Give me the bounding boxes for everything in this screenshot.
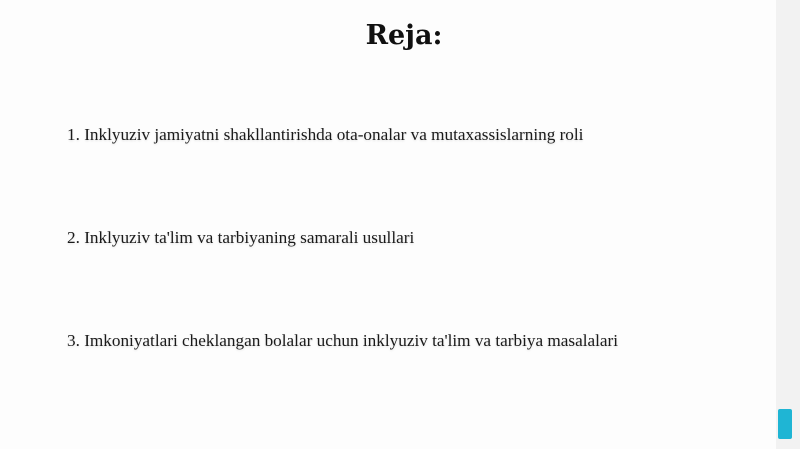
plan-item-3: 3. Imkoniyatlari cheklangan bolalar uchun inklyuziv ta'lim va tarbiya masalalari bbox=[67, 331, 618, 350]
plan-item-2: 2. Inklyuziv ta'lim va tarbiyaning samarali usullari bbox=[67, 228, 415, 247]
slide-title: Reja: bbox=[365, 20, 443, 51]
scroll-thumb[interactable] bbox=[778, 409, 792, 439]
plan-item-1: 1. Inklyuziv jamiyatni shakllantirishda ota-onalar va mutaxassislarning roli bbox=[67, 125, 584, 144]
scrollbar-track[interactable] bbox=[776, 0, 800, 449]
